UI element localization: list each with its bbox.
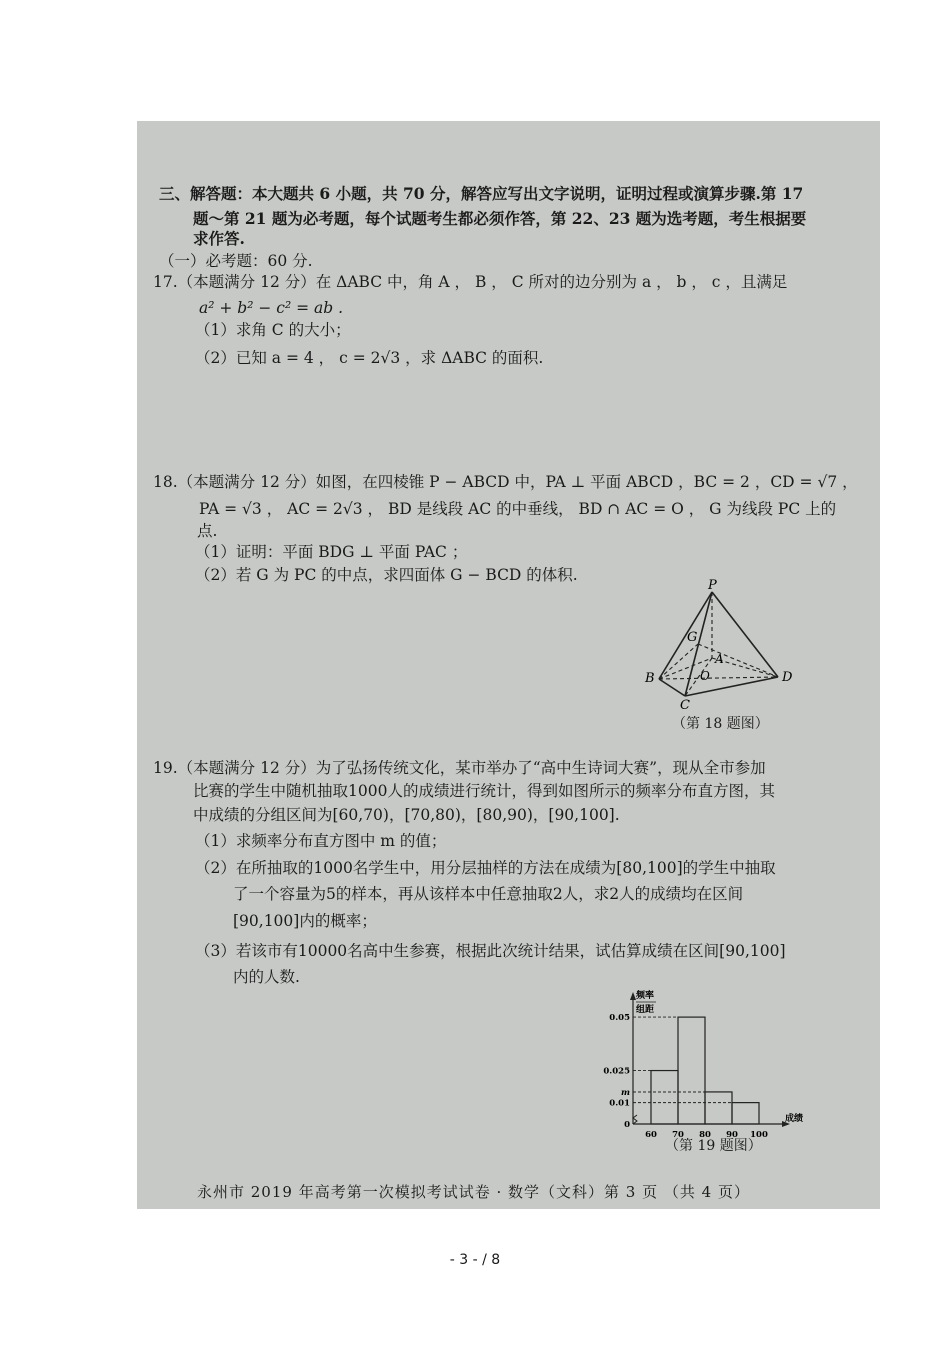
xlabel: 成绩 xyxy=(785,1114,804,1124)
y-tick-label: 0.025 xyxy=(603,1066,630,1077)
q17-part2: （2）已知 a = 4 ， c = 2√3 ，求 ΔABC 的面积. xyxy=(195,349,544,367)
q19-part1: （1）求频率分布直方图中 m 的值； xyxy=(195,832,447,850)
x-tick-label: 80 xyxy=(699,1130,711,1140)
x-tick-label: 60 xyxy=(645,1130,657,1140)
q17-part1: （1）求角 C 的大小； xyxy=(195,321,351,339)
label-G: G xyxy=(687,630,698,645)
histogram-bar xyxy=(732,1103,759,1124)
section3-line1: 三、解答题：本大题共 6 小题，共 70 分，解答应写出文字说明，证明过程或演算步骤.第 17 xyxy=(159,184,804,203)
q18-stem: 18.（本题满分 12 分）如图，在四棱锥 P − ABCD 中，PA ⊥ 平面 ABCD ，BC = 2 ，CD = √7 ， xyxy=(153,473,858,491)
label-D: D xyxy=(782,670,793,685)
section3-line2: 题～第 21 题为必考题，每个试题考生都必须作答，第 22、23 题为选考题，考生根据要 xyxy=(193,209,807,228)
section3-line3: 求作答. xyxy=(193,229,245,248)
y-tick-label: 0 xyxy=(624,1120,630,1130)
page-footer: 永州市 2019 年高考第一次模拟考试试卷 · 数学（文科）第 3 页 （共 4 页） xyxy=(197,1183,750,1201)
y-tick-label: m xyxy=(621,1087,630,1098)
q18-part1: （1）证明：平面 BDG ⊥ 平面 PAC ； xyxy=(195,543,468,561)
exam-page xyxy=(137,121,880,1209)
q17-condition: a² + b² − c² = ab . xyxy=(199,299,344,317)
q18-point: 点. xyxy=(197,522,218,540)
x-tick-label: 70 xyxy=(672,1130,684,1140)
frequency-histogram xyxy=(592,989,822,1140)
figure18-caption: （第 18 题图） xyxy=(672,716,769,732)
required-heading: （一）必考题：60 分. xyxy=(159,252,313,270)
ylabel-top: 频率 xyxy=(636,991,655,1001)
q19-stem: 19.（本题满分 12 分）为了弘扬传统文化，某市举办了“高中生诗词大赛”，现从全市参加 xyxy=(153,759,766,777)
q19-part3-line2: 内的人数. xyxy=(233,968,300,986)
x-tick-label: 90 xyxy=(726,1130,738,1140)
figure19-caption: （第 19 题图） xyxy=(665,1138,762,1154)
y-tick-label: 0.01 xyxy=(609,1098,630,1109)
q19-stem-line2: 比赛的学生中随机抽取1000人的成绩进行统计，得到如图所示的频率分布直方图，其 xyxy=(193,782,775,800)
x-tick-label: 100 xyxy=(750,1130,768,1140)
histogram-bar xyxy=(705,1092,732,1124)
q18-given: PA = √3 ， AC = 2√3 ， BD 是线段 AC 的中垂线， BD ∩ AC = O ， G 为线段 PC 上的 xyxy=(199,500,837,518)
q19-part3-line1: （3）若该市有10000名高中生参赛，根据此次统计结果，试估算成绩在区间[90,100] xyxy=(195,942,786,960)
label-A: A xyxy=(715,652,724,666)
label-C: C xyxy=(680,698,690,713)
q17-stem: 17.（本题满分 12 分）在 ΔABC 中，角 A ， B ， C 所对的边分别为 a ， b ， c ，且满足 xyxy=(153,273,788,291)
q18-part2: （2）若 G 为 PC 的中点，求四面体 G − BCD 的体积. xyxy=(195,566,578,584)
q19-part2-line2: 了一个容量为5的样本，再从该样本中任意抽取2人，求2人的成绩均在区间 xyxy=(233,885,744,903)
q19-part2-line1: （2）在所抽取的1000名学生中，用分层抽样的方法在成绩为[80,100]的学生中抽取 xyxy=(195,859,776,877)
histogram-bar xyxy=(678,1017,705,1124)
label-O: O xyxy=(700,669,710,683)
pyramid-figure xyxy=(642,578,812,713)
ylabel-bottom: 组距 xyxy=(636,1005,655,1015)
histogram-bar xyxy=(651,1071,678,1124)
q19-intervals: 中成绩的分组区间为[60,70)，[70,80)，[80,90)，[90,100]. xyxy=(193,806,620,824)
label-P: P xyxy=(708,578,717,593)
page-number: - 3 - / 8 xyxy=(449,1252,501,1268)
label-B: B xyxy=(645,671,655,686)
q19-part2-line3: [90,100]内的概率； xyxy=(233,912,377,930)
y-tick-label: 0.05 xyxy=(609,1013,630,1024)
